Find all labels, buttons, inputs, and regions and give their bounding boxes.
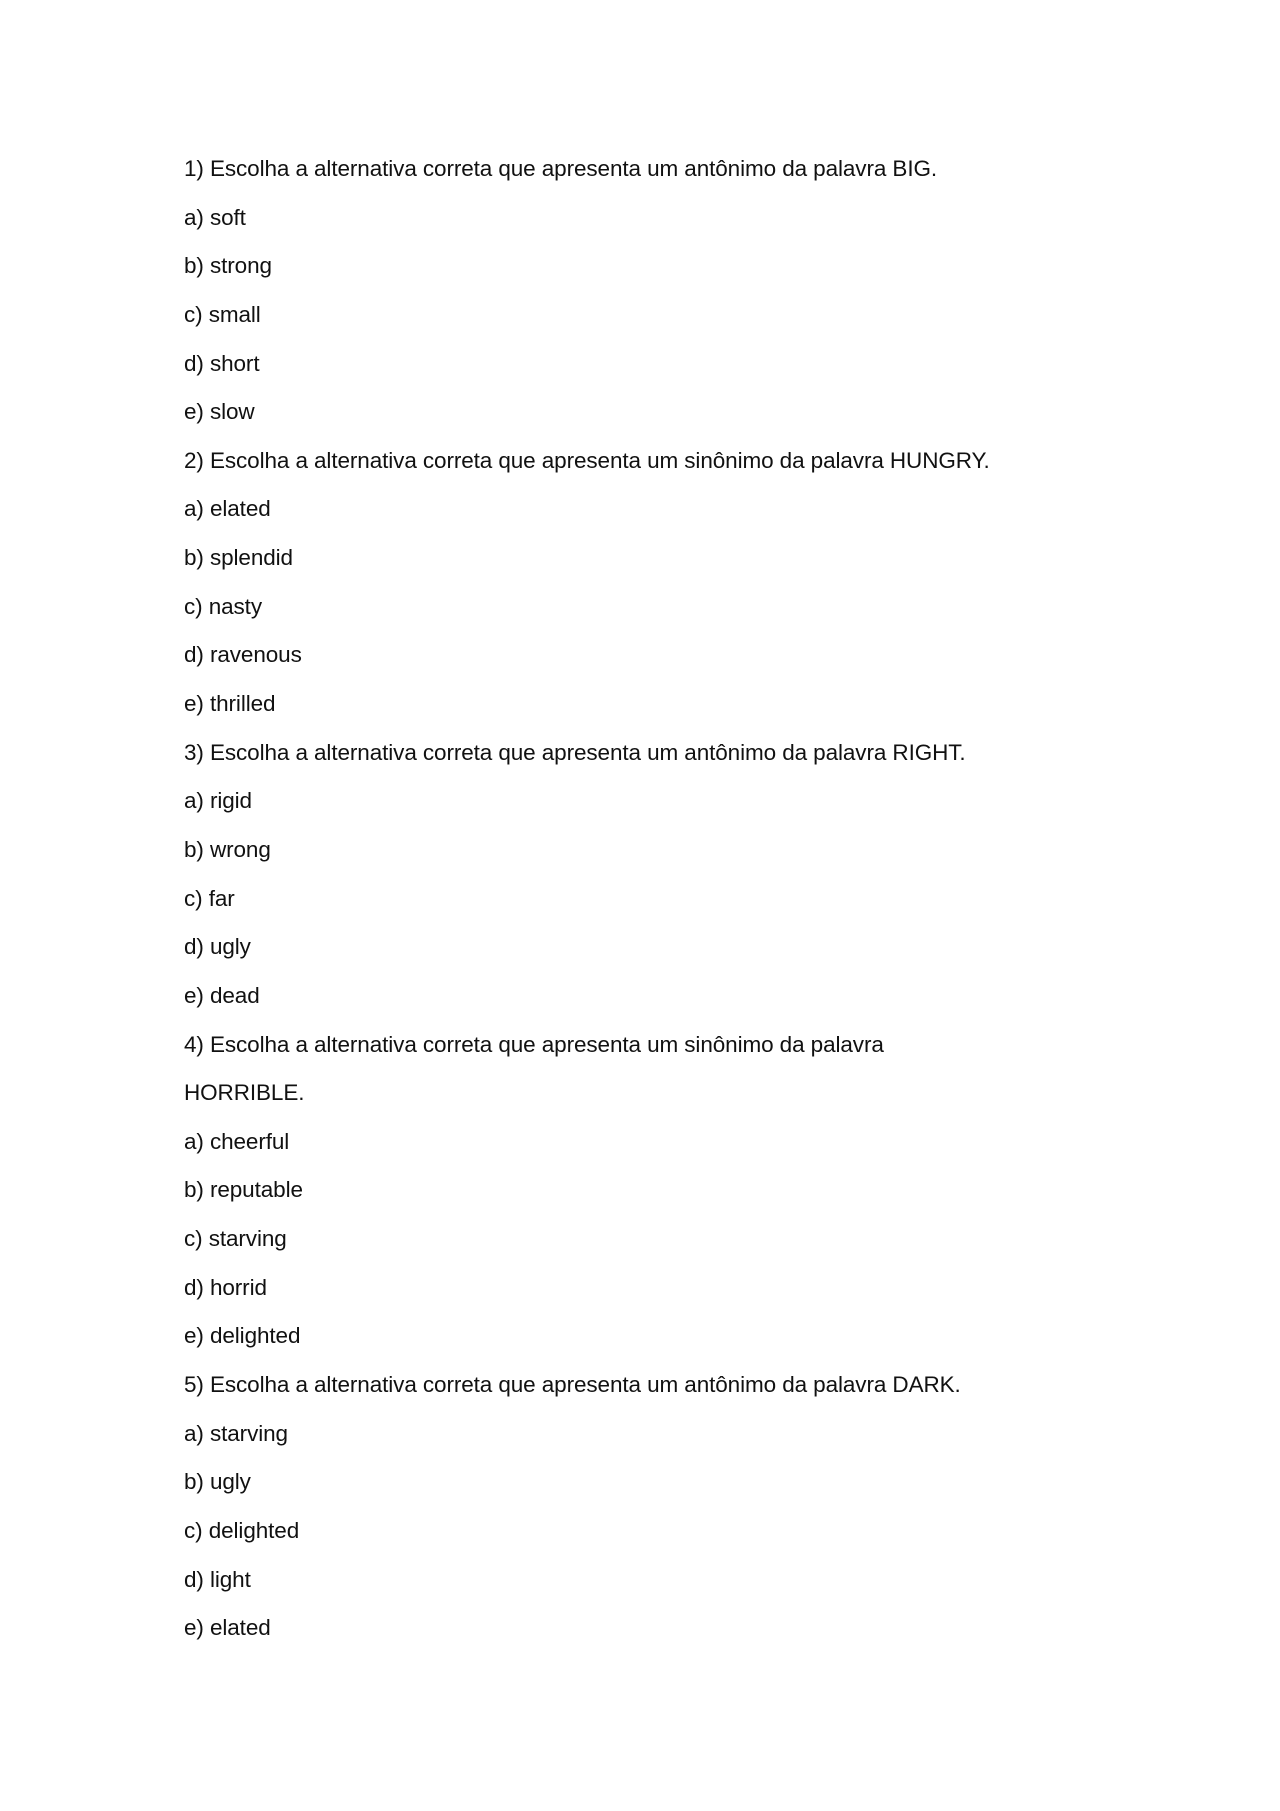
option-c: c) delighted (184, 1517, 300, 1543)
option-a: a) starving (184, 1420, 288, 1446)
option-b: b) splendid (184, 545, 293, 571)
option-d: d) light (184, 1566, 251, 1592)
question-prompt: 1) Escolha a alternativa correta que apresenta um antônimo da palavra BIG. (184, 156, 938, 181)
option-d: d) ugly (184, 934, 251, 960)
option-e: e) delighted (184, 1323, 301, 1349)
question-5 (184, 1368, 1084, 1660)
question-prompt: 4) Escolha a alternativa correta que apresenta um sinônimo da palavra (184, 1031, 884, 1057)
option-a: a) elated (184, 496, 271, 522)
option-c: c) small (184, 301, 261, 327)
question-prompt-continued: HORRIBLE. (184, 1080, 305, 1106)
question-prompt: 3) Escolha a alternativa correta que apresenta um antônimo da palavra RIGHT. (184, 739, 966, 765)
question-prompt: 2) Escolha a alternativa correta que apresenta um sinônimo da palavra HUNGRY. (184, 447, 990, 473)
option-a: a) rigid (184, 788, 252, 814)
option-c: c) nasty (184, 593, 262, 619)
option-e: e) elated (184, 1615, 271, 1641)
option-b: b) ugly (184, 1469, 251, 1495)
option-a: a) soft (184, 204, 246, 230)
option-d: d) ravenous (184, 642, 302, 668)
option-d: d) horrid (184, 1274, 267, 1300)
option-c: c) starving (184, 1226, 287, 1252)
document-page (184, 152, 1084, 1660)
option-b: b) reputable (184, 1177, 303, 1203)
question-1 (184, 152, 1084, 444)
option-d: d) short (184, 350, 260, 376)
option-e: e) thrilled (184, 691, 276, 717)
question-2 (184, 444, 1084, 736)
option-b: b) wrong (184, 836, 271, 862)
option-e: e) dead (184, 982, 260, 1008)
option-e: e) slow (184, 399, 255, 425)
question-4 (184, 1028, 1084, 1368)
question-3 (184, 736, 1084, 1028)
option-b: b) strong (184, 253, 272, 279)
option-c: c) far (184, 885, 235, 911)
option-a: a) cheerful (184, 1128, 290, 1154)
question-prompt: 5) Escolha a alternativa correta que apresenta um antônimo da palavra DARK. (184, 1372, 961, 1398)
